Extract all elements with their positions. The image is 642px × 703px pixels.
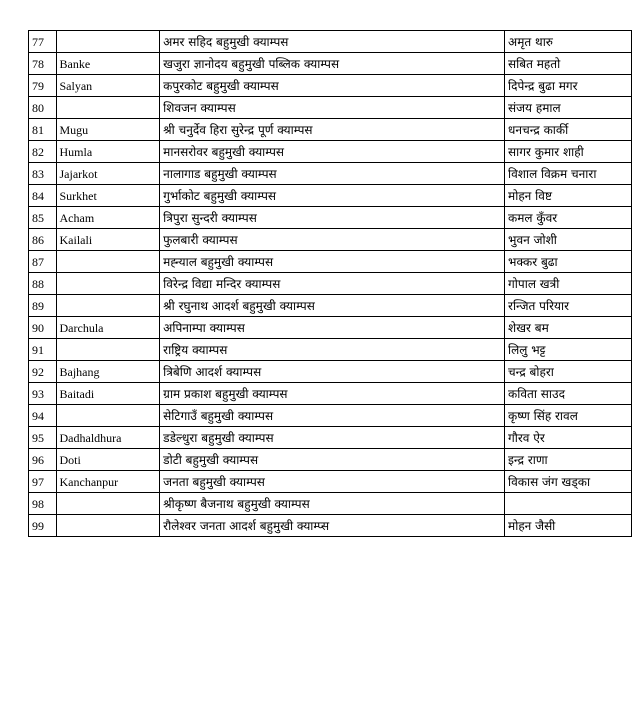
campus-name: गुर्भाकोट बहुमुखी क्याम्पस	[160, 185, 505, 207]
campus-name: त्रिबेणि आदर्श क्याम्पस	[160, 361, 505, 383]
campus-name: सेटिगाउँ बहुमुखी क्याम्पस	[160, 405, 505, 427]
district-name: Salyan	[56, 75, 160, 97]
campus-name: श्री रघुनाथ आदर्श बहुमुखी क्याम्पस	[160, 295, 505, 317]
contact-person: विकास जंग खड्का	[505, 471, 632, 493]
contact-person: अमृत थारु	[505, 31, 632, 53]
district-name: Humla	[56, 141, 160, 163]
campus-name: डडेल्धुरा बहुमुखी क्याम्पस	[160, 427, 505, 449]
table-row	[29, 119, 632, 141]
district-name	[56, 493, 160, 515]
table-row	[29, 383, 632, 405]
table-row	[29, 295, 632, 317]
district-name: Surkhet	[56, 185, 160, 207]
campus-name: फुलबारी क्याम्पस	[160, 229, 505, 251]
campus-name: कपुरकोट बहुमुखी क्याम्पस	[160, 75, 505, 97]
row-number: 86	[29, 229, 57, 251]
table-row	[29, 31, 632, 53]
contact-person: शेखर बम	[505, 317, 632, 339]
district-name	[56, 31, 160, 53]
table-row	[29, 317, 632, 339]
district-name: Doti	[56, 449, 160, 471]
district-name: Bajhang	[56, 361, 160, 383]
row-number: 96	[29, 449, 57, 471]
row-number: 78	[29, 53, 57, 75]
campus-name: त्रिपुरा सुन्दरी क्याम्पस	[160, 207, 505, 229]
campus-name: रौलेश्वर जनता आदर्श बहुमुखी क्याम्प्स	[160, 515, 505, 537]
contact-person: गौरव ऐर	[505, 427, 632, 449]
contact-person: मोहन विष्ट	[505, 185, 632, 207]
table-body	[29, 31, 632, 537]
contact-person: कमल कुँवर	[505, 207, 632, 229]
district-name: Baitadi	[56, 383, 160, 405]
campus-name: ग्राम प्रकाश बहुमुखी क्याम्पस	[160, 383, 505, 405]
district-name	[56, 295, 160, 317]
row-number: 99	[29, 515, 57, 537]
row-number: 97	[29, 471, 57, 493]
campus-name: मह्न्याल बहुमुखी क्याम्पस	[160, 251, 505, 273]
district-name	[56, 273, 160, 295]
table-row	[29, 471, 632, 493]
contact-person	[505, 493, 632, 515]
row-number: 79	[29, 75, 57, 97]
campus-name: जनता बहुमुखी क्याम्पस	[160, 471, 505, 493]
contact-person: सागर कुमार शाही	[505, 141, 632, 163]
campus-name: नालागाड बहुमुखी क्याम्पस	[160, 163, 505, 185]
contact-person: धनचन्द्र कार्की	[505, 119, 632, 141]
campus-name: शिवजन क्याम्पस	[160, 97, 505, 119]
table-row	[29, 163, 632, 185]
contact-person: कविता साउद	[505, 383, 632, 405]
district-name	[56, 251, 160, 273]
table-row	[29, 449, 632, 471]
row-number: 98	[29, 493, 57, 515]
table-row	[29, 251, 632, 273]
table-row	[29, 339, 632, 361]
row-number: 95	[29, 427, 57, 449]
table-row	[29, 185, 632, 207]
contact-person: भुवन जोशी	[505, 229, 632, 251]
district-name	[56, 405, 160, 427]
table-row	[29, 405, 632, 427]
row-number: 91	[29, 339, 57, 361]
row-number: 93	[29, 383, 57, 405]
district-name	[56, 97, 160, 119]
district-name: Banke	[56, 53, 160, 75]
row-number: 83	[29, 163, 57, 185]
contact-person: दिपेन्द्र बुढा मगर	[505, 75, 632, 97]
campus-name: श्री चनुर्देव हिरा सुरेन्द्र पूर्ण क्याम्पस	[160, 119, 505, 141]
table-row	[29, 97, 632, 119]
campus-name: विरेन्द्र विद्या मन्दिर क्याम्पस	[160, 273, 505, 295]
district-name: Mugu	[56, 119, 160, 141]
district-name: Jajarkot	[56, 163, 160, 185]
district-name: Kailali	[56, 229, 160, 251]
district-name: Acham	[56, 207, 160, 229]
table-row	[29, 273, 632, 295]
campus-name: खजुरा ज्ञानोदय बहुमुखी पब्लिक क्याम्पस	[160, 53, 505, 75]
row-number: 82	[29, 141, 57, 163]
contact-person: संजय हमाल	[505, 97, 632, 119]
table-row	[29, 229, 632, 251]
contact-person: मोहन जैसी	[505, 515, 632, 537]
contact-person: रन्जित परियार	[505, 295, 632, 317]
row-number: 92	[29, 361, 57, 383]
table-row	[29, 207, 632, 229]
campus-table	[28, 30, 632, 537]
contact-person: विशाल विक्रम चनारा	[505, 163, 632, 185]
district-name: Darchula	[56, 317, 160, 339]
contact-person: लिलु भट्ट	[505, 339, 632, 361]
row-number: 87	[29, 251, 57, 273]
campus-name: अपिनाम्पा क्याम्पस	[160, 317, 505, 339]
campus-name: श्रीकृष्ण बैजनाथ बहुमुखी क्याम्पस	[160, 493, 505, 515]
row-number: 88	[29, 273, 57, 295]
district-name: Dadhaldhura	[56, 427, 160, 449]
contact-person: इन्द्र राणा	[505, 449, 632, 471]
contact-person: चन्द्र बोहरा	[505, 361, 632, 383]
campus-name: मानसरोवर बहुमुखी क्याम्पस	[160, 141, 505, 163]
contact-person: भक्कर बुढा	[505, 251, 632, 273]
table-row	[29, 361, 632, 383]
table-row	[29, 427, 632, 449]
contact-person: सबित महतो	[505, 53, 632, 75]
campus-name: राष्ट्रिय क्याम्पस	[160, 339, 505, 361]
table-row	[29, 141, 632, 163]
campus-name: डोटी बहुमुखी क्याम्पस	[160, 449, 505, 471]
campus-name: अमर सहिद बहुमुखी क्याम्पस	[160, 31, 505, 53]
contact-person: गोपाल खत्री	[505, 273, 632, 295]
table-row	[29, 493, 632, 515]
table-row	[29, 515, 632, 537]
row-number: 85	[29, 207, 57, 229]
row-number: 81	[29, 119, 57, 141]
row-number: 89	[29, 295, 57, 317]
contact-person: कृष्ण सिंह रावल	[505, 405, 632, 427]
row-number: 84	[29, 185, 57, 207]
district-name	[56, 515, 160, 537]
row-number: 94	[29, 405, 57, 427]
row-number: 90	[29, 317, 57, 339]
district-name: Kanchanpur	[56, 471, 160, 493]
row-number: 77	[29, 31, 57, 53]
table-row	[29, 75, 632, 97]
table-row	[29, 53, 632, 75]
row-number: 80	[29, 97, 57, 119]
district-name	[56, 339, 160, 361]
